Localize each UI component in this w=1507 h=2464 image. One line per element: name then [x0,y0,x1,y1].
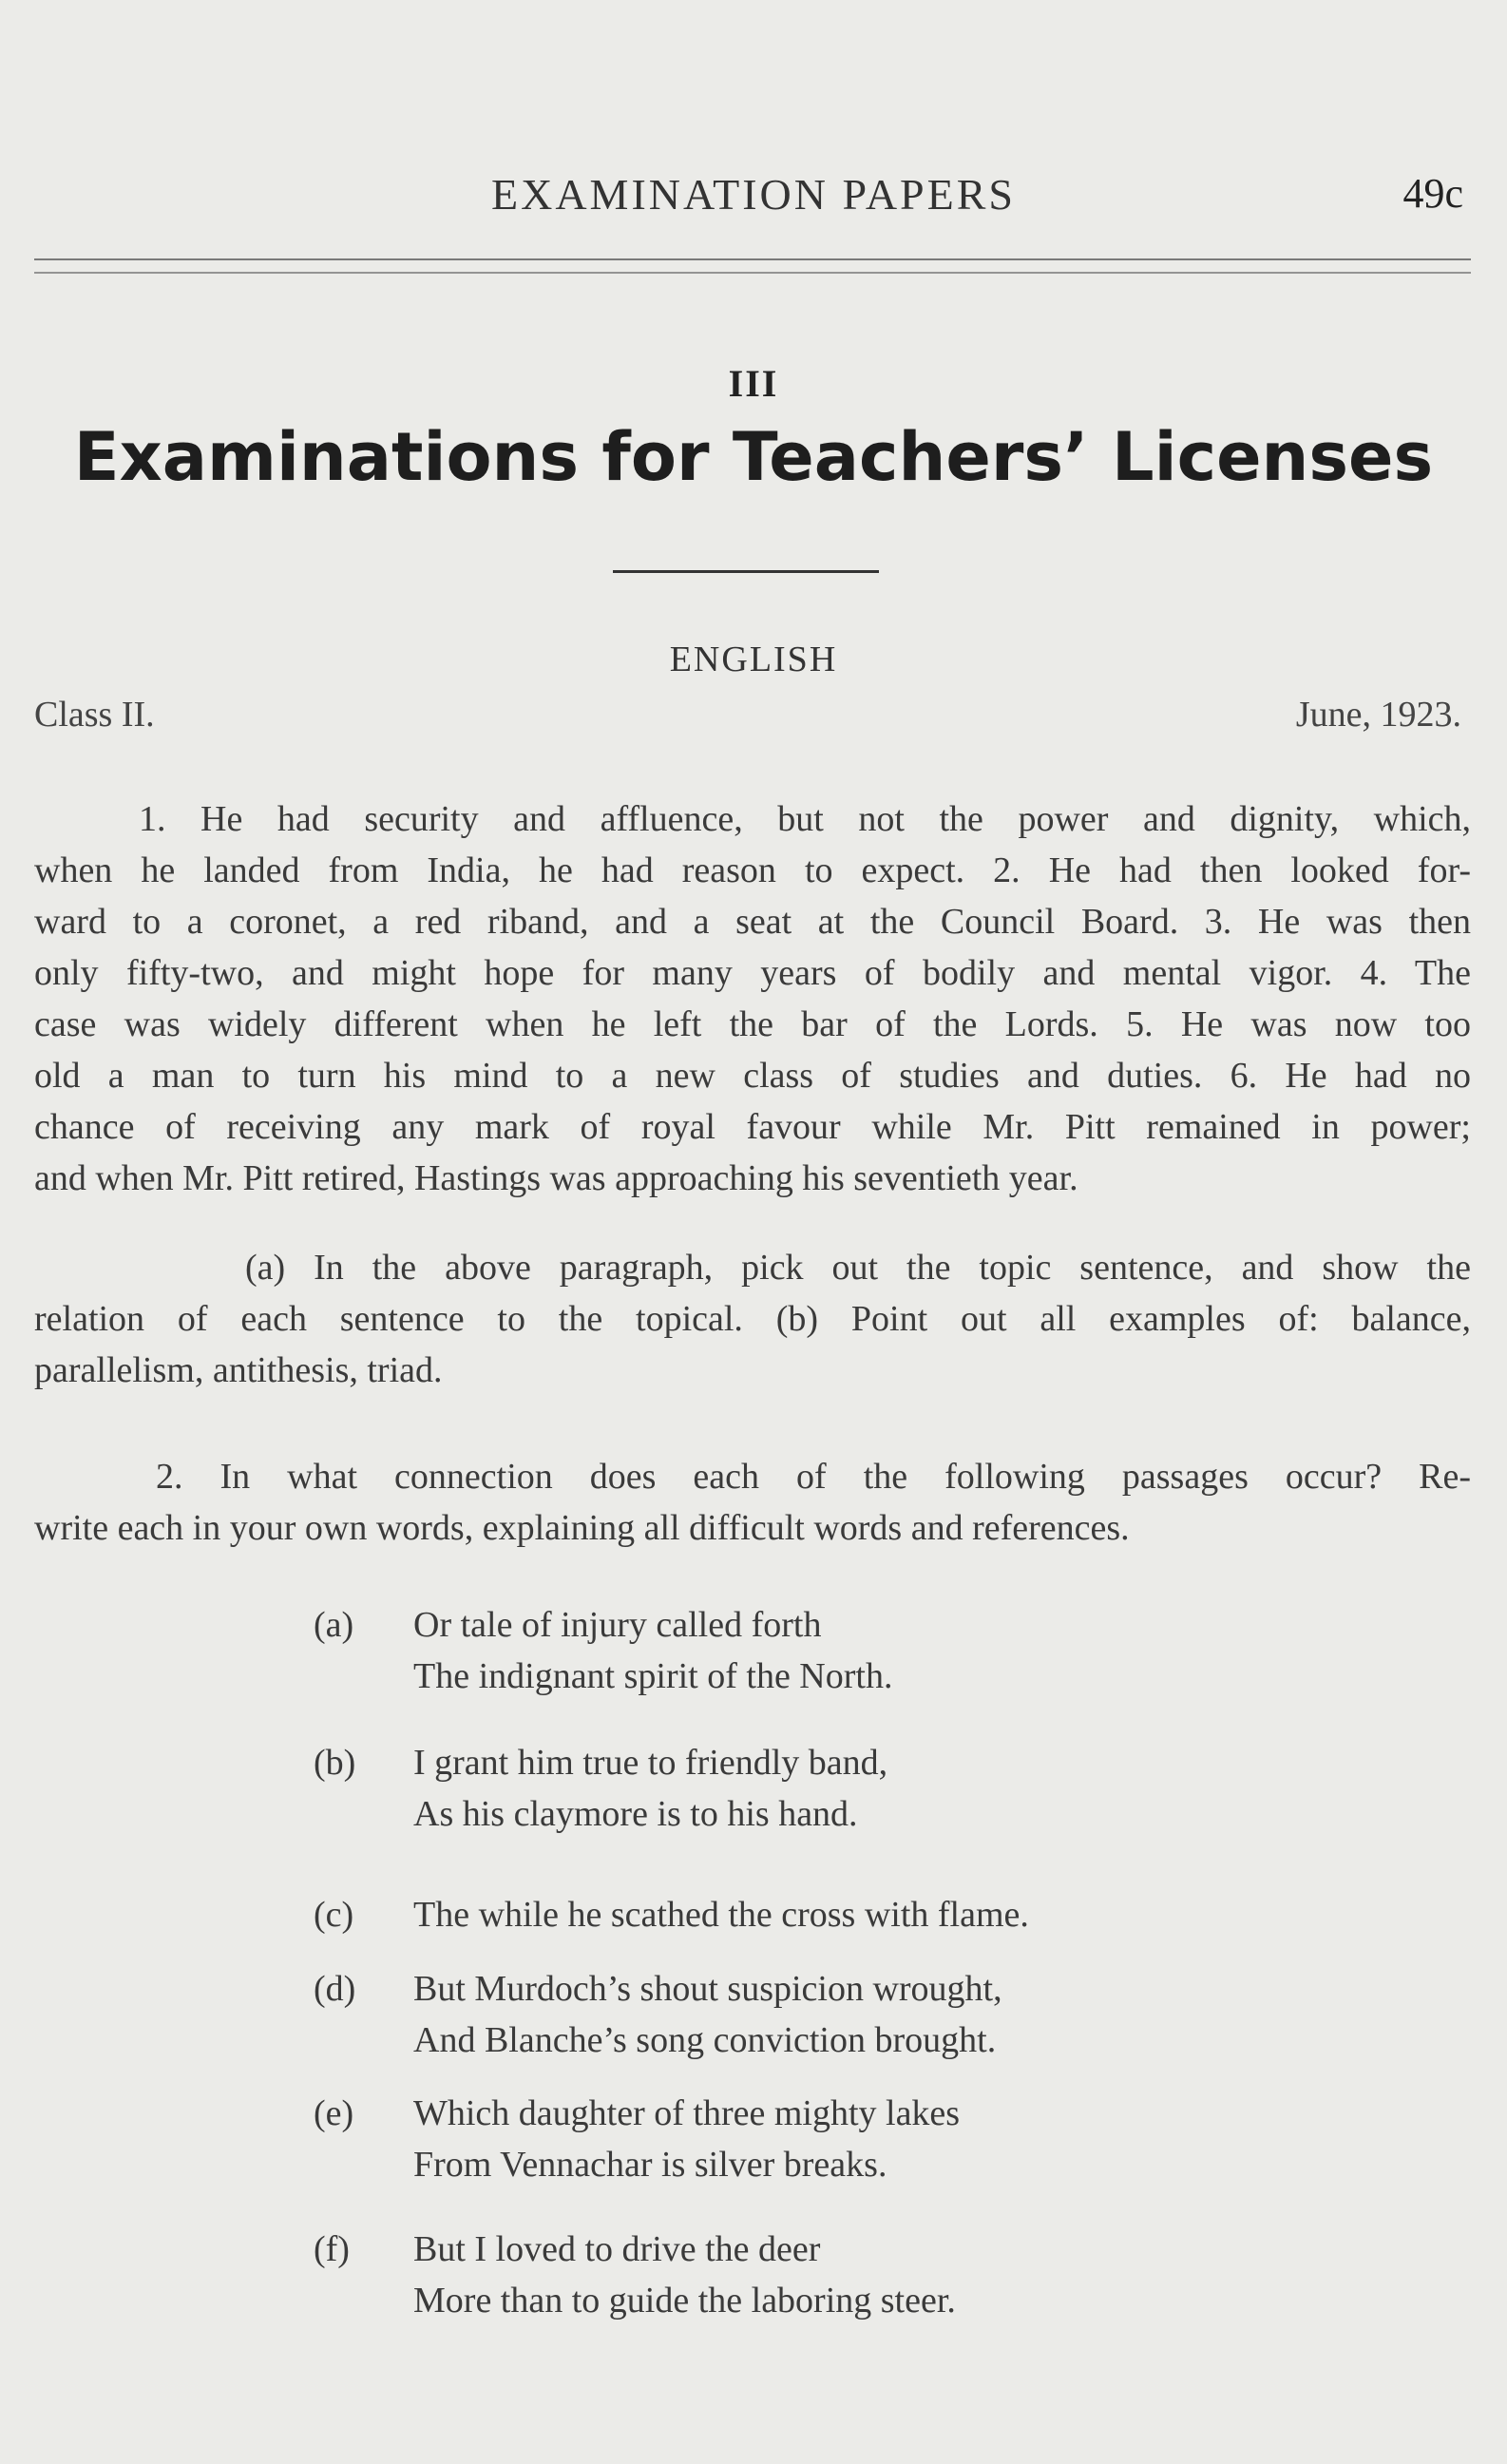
instruction-line: relation of each sentence to the topical. (b) Point out all examples of: balance, [34,1299,1471,1339]
instruction-line: (a) In the above paragraph, pick out the topic sentence, and show the [245,1248,1471,1288]
question-1-passage [34,793,1471,1204]
verse-line: From Vennachar is silver breaks. [413,2145,887,2185]
question-2-prompt [34,1451,1471,1554]
subject-heading: ENGLISH [669,640,838,679]
passage-f [314,2224,1169,2326]
passage-line: old a man to turn his mind to a new class of studies and duties. 6. He had no [34,1056,1471,1096]
passage-label: (a) [314,1605,354,1645]
passage-label: (e) [314,2093,354,2133]
verse-line: And Blanche’s song conviction brought. [413,2020,997,2060]
prompt-line: write each in your own words, explaining all difficult words and references. [34,1508,1130,1548]
question-1-instructions [34,1242,1471,1396]
verse-line: As his claymore is to his hand. [413,1794,858,1834]
verse-line: Or tale of injury called forth [413,1605,822,1645]
page-number: 49c [1402,170,1463,217]
verse-line: But I loved to drive the deer [413,2229,821,2269]
running-title: EXAMINATION PAPERS [491,170,1016,219]
running-head [0,169,1507,226]
verse-line: But Murdoch’s shout suspicion wrought, [413,1969,1002,2009]
passage-b [314,1737,1169,1840]
passage-line: when he landed from India, he had reason to expect. 2. He had then looked for- [34,850,1471,890]
verse-line: More than to guide the laboring steer. [413,2281,956,2321]
passage-label: (b) [314,1743,356,1783]
passage-label: (c) [314,1895,354,1935]
exam-date: June, 1923. [1295,695,1461,735]
verse-line: The while he scathed the cross with flame. [413,1895,1029,1935]
section-number: III [728,362,779,405]
passage-label: (f) [314,2229,350,2269]
passage-line: ward to a coronet, a red riband, and a seat at the Council Board. 3. He was then [34,902,1471,942]
passage-d [314,1963,1169,2066]
passage-line: only fifty-two, and might hope for many years of bodily and mental vigor. 4. The [34,953,1471,993]
verse-line: The indignant spirit of the North. [413,1656,893,1696]
verse-line: Which daughter of three mighty lakes [413,2093,961,2133]
passage-e [314,2088,1169,2190]
page-title: Examinations for Teachers’ Licenses [73,418,1434,496]
passage-label: (d) [314,1969,356,2009]
prompt-line: 2. In what connection does each of the following passages occur? Re- [156,1457,1471,1497]
passage-line: 1. He had security and affluence, but not the power and dignity, which, [139,799,1471,839]
passage-c [314,1889,1169,1940]
title-rule [613,570,879,573]
passage-a [314,1599,1169,1702]
verse-line: I grant him true to friendly band, [413,1743,888,1783]
instruction-line: parallelism, antithesis, triad. [34,1350,443,1390]
passage-line: chance of receiving any mark of royal favour while Mr. Pitt remained in power; [34,1107,1471,1147]
passage-line: and when Mr. Pitt retired, Hastings was approaching his seventieth year. [34,1158,1078,1198]
passage-line: case was widely different when he left the bar of the Lords. 5. He was now too [34,1004,1471,1044]
header-double-rule [34,258,1471,274]
class-label: Class II. [34,695,155,735]
